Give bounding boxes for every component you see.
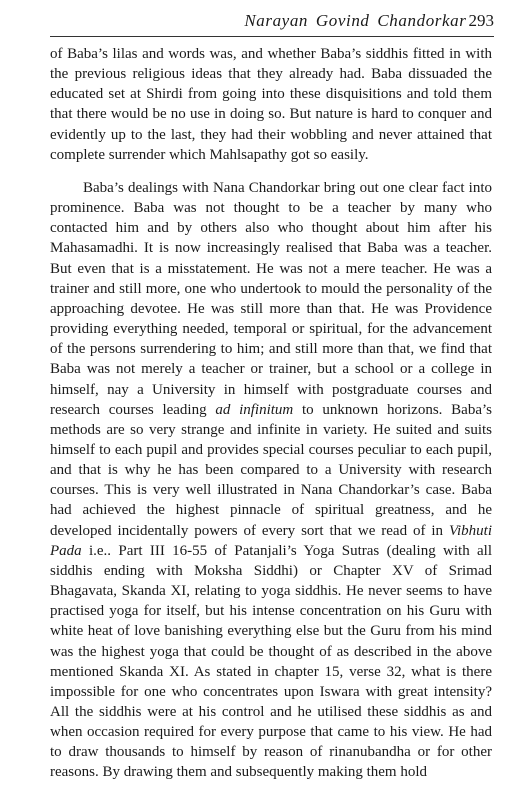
paragraph-segment: to unknown horizons. Baba’s methods are so very strange and infinite in variety. He suited and suits himself to each pupil and provides special courses peculiar to each pupil, and that is why he has been compared to a University with research courses. This is very well illustrated in Nana Chandorkar’s case. Baba had achieved the highest pinnacle of spiritual greatness, and he developed incidentally powers of every sort that we read of in xyxy=(50,401,492,539)
body-text xyxy=(50,44,492,783)
paragraph-continued: of Baba’s lilas and words was, and whether Baba’s siddhis fitted in with the previous religious ideas that they already had. Baba dissuaded the educated set at Shirdi from going into these disquisitions and told them that there would be no use in doing so. But nature is hard to conquer and evidently up to the last, they had their wobbling and never attained that complete surrender which Mahlsapathy got so easily. xyxy=(50,46,492,163)
page-number: 293 xyxy=(468,11,494,30)
paragraph-segment: i.e.. Part III 16-55 of Patanjali’s Yoga Sutras (dealing with all siddhis ending with Moksha Siddhi) or Chapter XV of Srimad Bhagavata, Skanda XI, relating to yoga siddhis. He never seems to have practised yoga for itself, but his intense concentration on his Guru with white heat of love banishing everything else but the Guru from his mind was the highest yoga that could be thought of as described in the above mentioned Skanda XI. As stated in chapter 15, verse 32, what is there impossible for one who concentrates upon Iswara with great intensity? All the siddhis were at his control and he utilised these siddhis as and when occasion required for every purpose that came to his view. He had to draw thousands to himself by reason of rinanubandha or for other reasons. By drawing them and subsequently making them hold xyxy=(50,542,492,781)
chapter-title: Narayan Govind Chandorkar xyxy=(244,11,467,30)
italic-term-ad-infinitum: ad infinitum xyxy=(215,401,294,418)
running-header xyxy=(50,10,494,32)
italic-term-vibhuti-pada: Vibhuti Pada xyxy=(50,522,492,559)
paragraph-gap xyxy=(50,165,492,178)
paragraph-segment: Baba’s dealings with Nana Chandorkar bring out one clear fact into prominence. Baba was not thought to be a teacher by many who contacted him and by others also who thought about him after his Mahasamadhi. It is now increasingly realised that Baba was a teacher. But even that is a misstatement. He was not a mere teacher. He was a trainer and still more, one who undertook to mould the personality of the approaching devotee. He was still more than that. He was Providence providing everything needed, temporal or spiritual, for the advancement of the persons surrendering to him; and still more than that, we find that Baba was not merely a teacher or trainer, but a school or a college in himself, nay a University in himself with postgraduate courses and research courses leading xyxy=(50,179,492,418)
header-rule xyxy=(50,36,494,37)
paragraph-main xyxy=(50,178,492,783)
